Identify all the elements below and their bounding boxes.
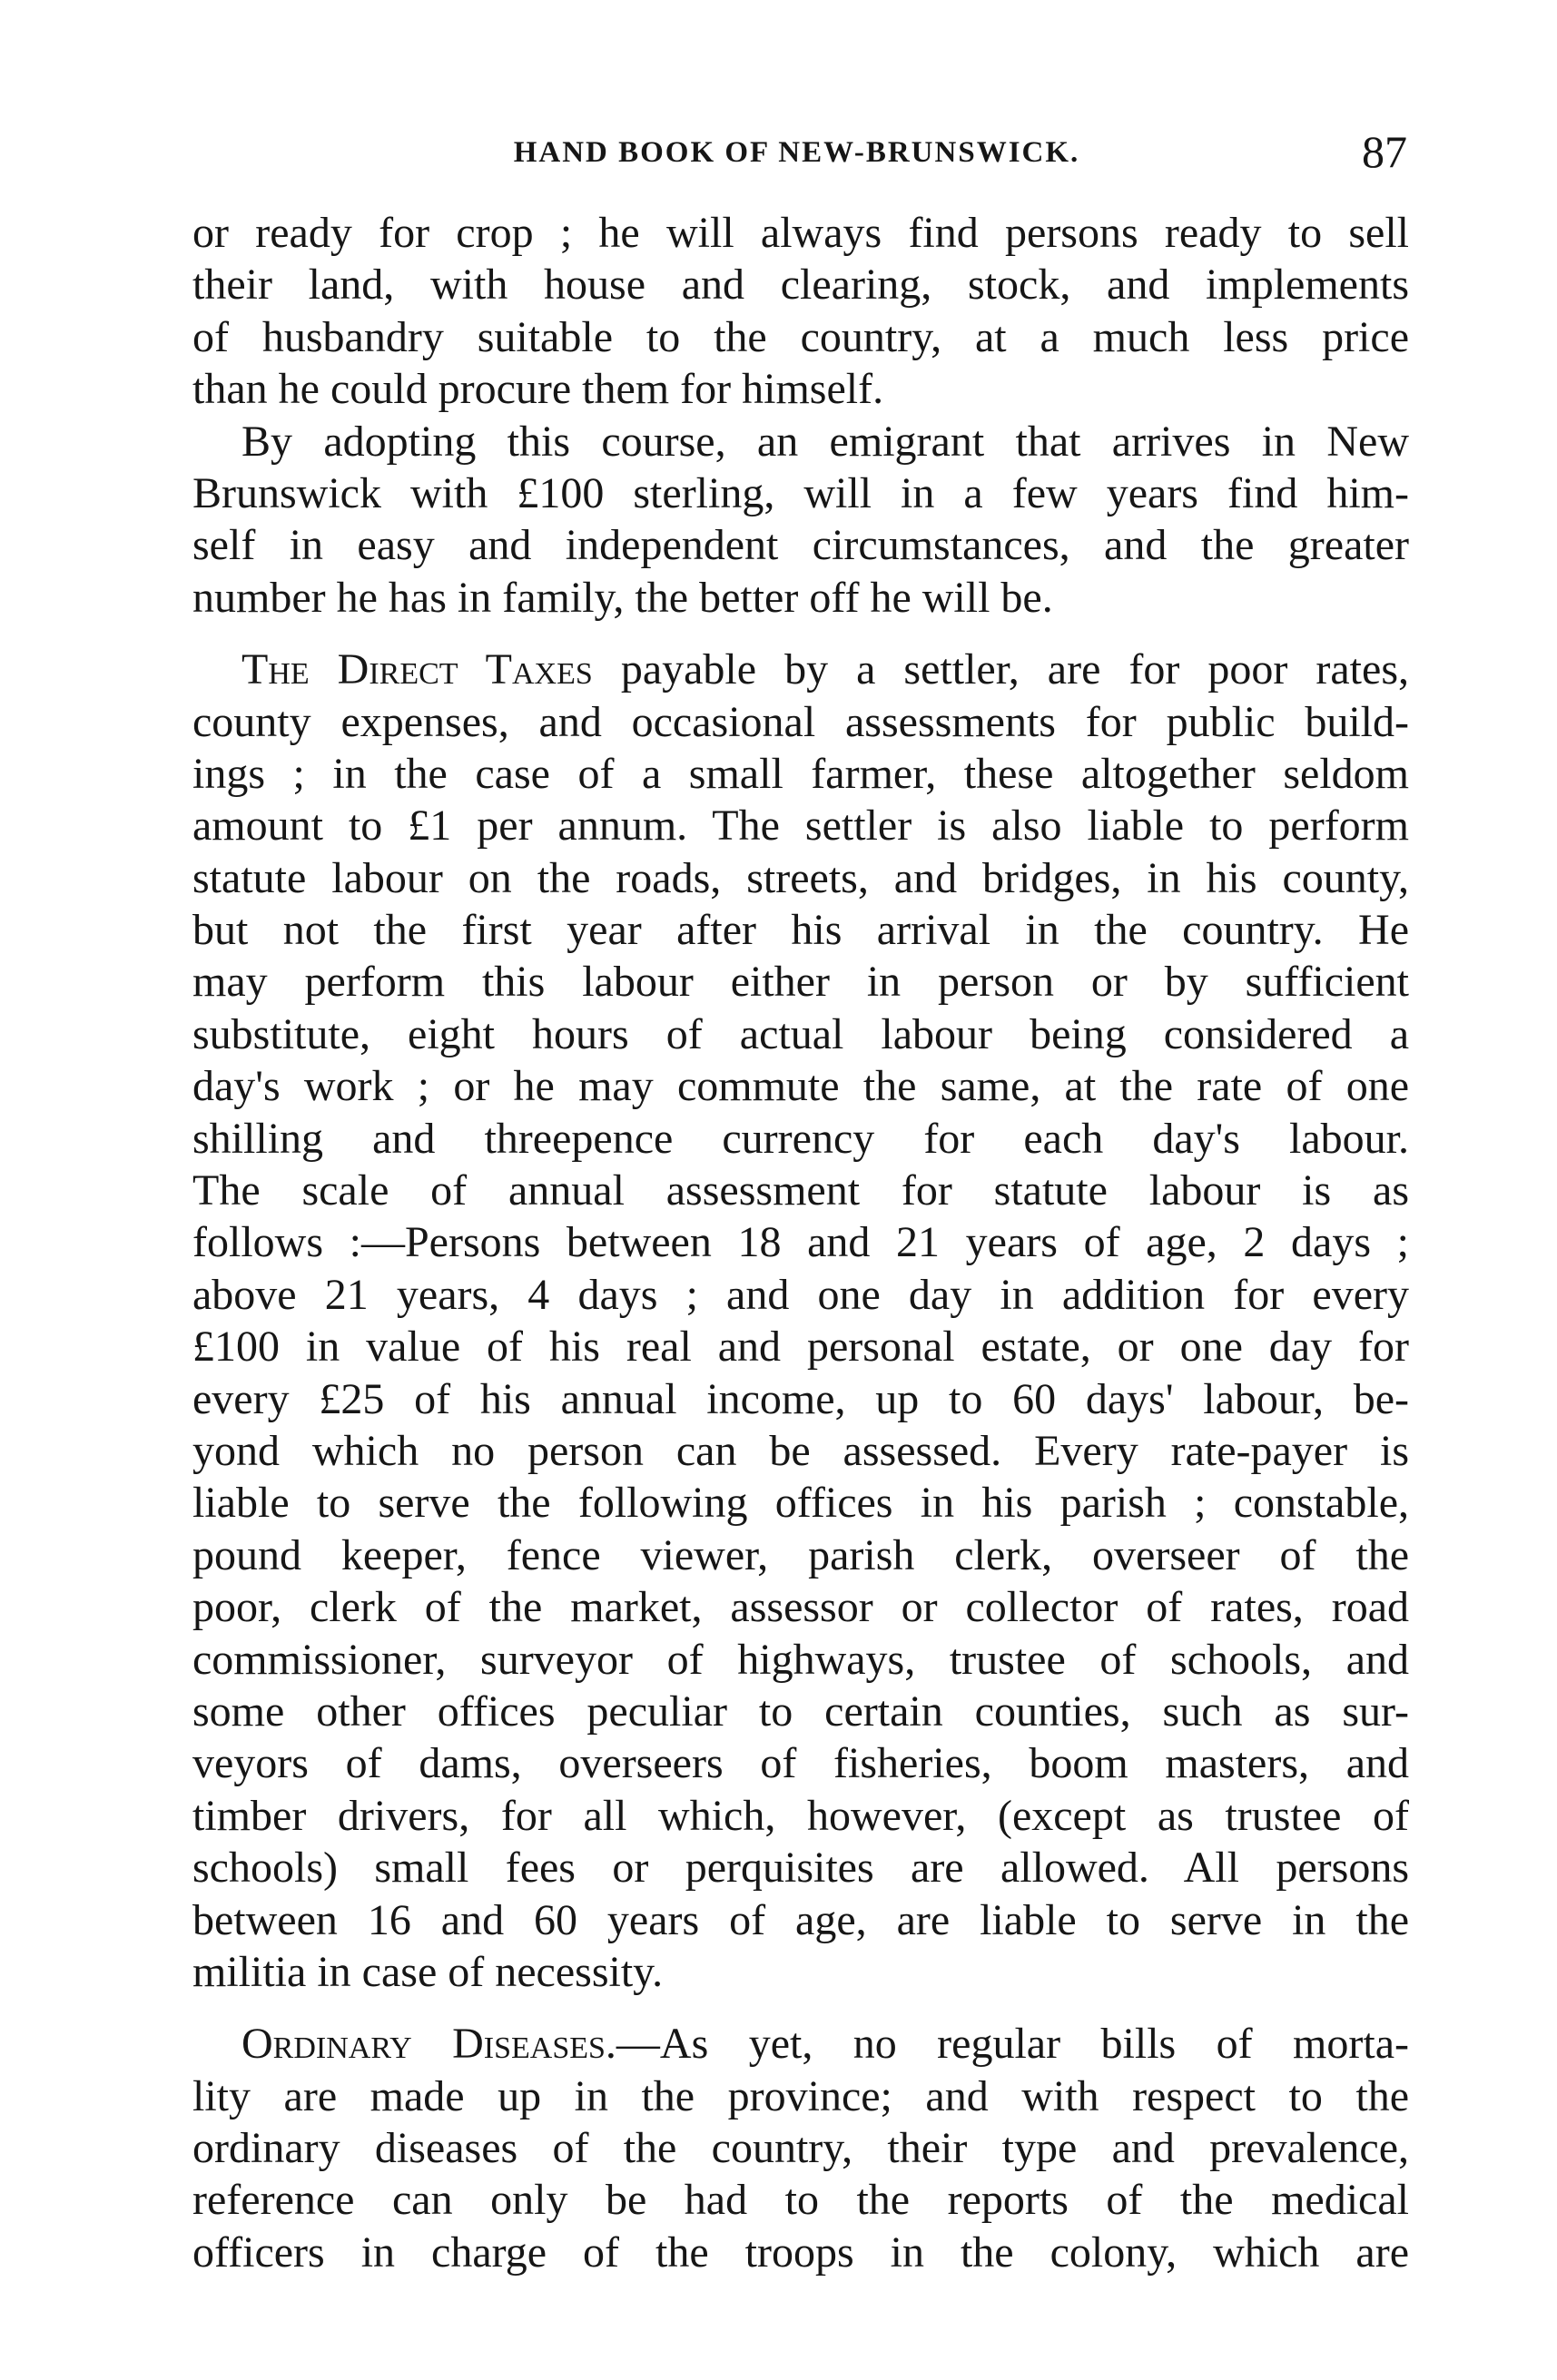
text-line: than he could procure them for himself.: [192, 365, 884, 414]
text-line: pound keeper, fence viewer, parish clerk, overseer of the: [192, 1530, 1409, 1579]
text-line: ordinary diseases of the country, their type and prevalence,: [192, 2124, 1409, 2173]
text-line: [192, 2018, 1409, 2070]
text-line: poor, clerk of the market, assessor or collector of rates, road: [192, 1583, 1409, 1632]
section-heading-ordinary-diseases: Ordinary Diseases.: [241, 2020, 616, 2069]
text-line: shilling and threepence currency for each day's labour.: [192, 1114, 1409, 1163]
text-line: their land, with house and clearing, stock, and implements: [192, 261, 1409, 310]
text-line: between 16 and 60 years of age, are liable to serve in the: [192, 1895, 1409, 1944]
text-line-rest: —As yet, no regular bills of morta-: [616, 2020, 1409, 2069]
text-line: but not the first year after his arrival in the country. He: [192, 906, 1409, 955]
text-line: amount to £1 per annum. The settler is also liable to perform: [192, 802, 1409, 851]
text-line: yond which no person can be assessed. Every rate-payer is: [192, 1426, 1409, 1475]
text-line: veyors of dams, overseers of fisheries, boom masters, and: [192, 1739, 1409, 1788]
text-line: £100 in value of his real and personal estate, or one day for: [192, 1323, 1409, 1372]
text-line: liable to serve the following offices in his parish ; constable,: [192, 1479, 1409, 1528]
text-line: Brunswick with £100 sterling, will in a few years find him-: [192, 468, 1409, 517]
text-line: [192, 644, 1409, 695]
text-line: commissioner, surveyor of highways, trustee of schools, and: [192, 1635, 1409, 1684]
text-line: above 21 years, 4 days ; and one day in addition for every: [192, 1270, 1409, 1319]
page-number: 87: [1362, 126, 1407, 177]
text-line-rest: payable by a settler, are for poor rates,: [592, 645, 1409, 694]
text-line: The scale of annual assessment for statute labour is as: [192, 1166, 1409, 1215]
section-heading-direct-taxes: The Direct Taxes: [241, 645, 593, 694]
text-line: By adopting this course, an emigrant that arrives in New: [241, 417, 1409, 466]
text-line: day's work ; or he may commute the same, at the rate of one: [192, 1062, 1409, 1111]
text-line: substitute, eight hours of actual labour being considered a: [192, 1009, 1409, 1058]
text-line: timber drivers, for all which, however, (except as trustee of: [192, 1791, 1409, 1840]
body-text: [192, 207, 1409, 2278]
text-line: follows :—Persons between 18 and 21 years of age, 2 days ;: [192, 1218, 1409, 1267]
paragraph-gap: [192, 624, 1409, 644]
text-line: self in easy and independent circumstances, and the greater: [192, 521, 1409, 570]
text-line: county expenses, and occasional assessments for public build-: [192, 697, 1409, 746]
text-line: or ready for crop ; he will always find persons ready to sell: [192, 209, 1409, 257]
running-title: HAND BOOK OF NEW-BRUNSWICK.: [513, 136, 1080, 169]
text-line: lity are made up in the province; and with respect to the: [192, 2071, 1409, 2120]
text-line: schools) small fees or perquisites are allowed. All persons: [192, 1844, 1409, 1893]
text-line: may perform this labour either in person or by sufficient: [192, 958, 1409, 1007]
text-line: of husbandry suitable to the country, at a much less price: [192, 312, 1409, 361]
running-head: [186, 127, 1407, 182]
text-line: officers in charge of the troops in the colony, which are: [192, 2228, 1409, 2277]
text-line: reference can only be had to the reports of the medical: [192, 2176, 1409, 2225]
text-line: some other offices peculiar to certain counties, such as sur-: [192, 1687, 1409, 1736]
text-line: number he has in family, the better off he will be.: [192, 573, 1053, 622]
paragraph-gap: [192, 1998, 1409, 2018]
text-line: militia in case of necessity.: [192, 1947, 664, 1996]
text-line: statute labour on the roads, streets, and bridges, in his county,: [192, 853, 1409, 902]
text-line: every £25 of his annual income, up to 60 days' labour, be-: [192, 1374, 1409, 1423]
text-line: ings ; in the case of a small farmer, these altogether seldom: [192, 749, 1409, 798]
